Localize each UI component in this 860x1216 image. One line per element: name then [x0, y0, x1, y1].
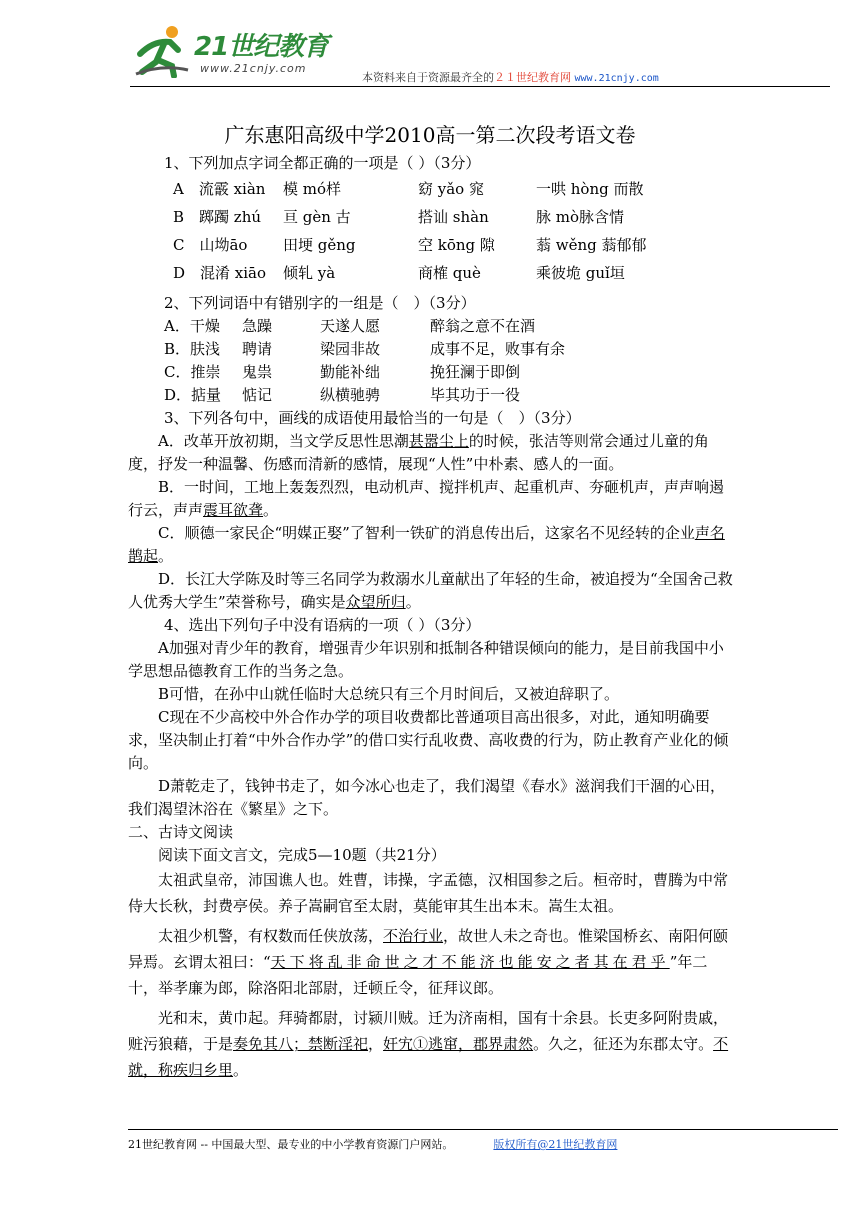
- option-item: C．推崇: [164, 363, 221, 381]
- option-item: 急躁: [242, 317, 273, 335]
- q3-option-b: B．一时间，工地上轰轰烈烈，电动机声、搅拌机声、起重机声、夯砸机声，声声响遏行云，声声震耳欲聋。: [128, 478, 725, 519]
- q4-option-b: B可惜，在孙中山就任临时大总统只有三个月时间后，又被迫辞职了。: [158, 685, 620, 703]
- underlined-phrase: 奏免其八；禁断淫祀: [233, 1035, 369, 1053]
- header-site-link[interactable]: ２１世纪教育网: [494, 71, 571, 84]
- option-item: 梁园非故: [320, 340, 381, 358]
- option-item: 田埂 gěng: [283, 236, 356, 254]
- underlined-sentence: 天下将乱非命世之才不能济也能安之者其在君乎: [270, 953, 670, 971]
- q1-option-a: [128, 175, 734, 203]
- logo-text: 21世纪教育: [194, 32, 329, 62]
- option-item: 空 kōng 隙: [418, 236, 495, 254]
- option-item: 脉 mò脉含情: [536, 208, 625, 226]
- option-item: 窈 yǎo 窕: [418, 180, 484, 198]
- passage-paragraph-2: 太祖少机警，有权数而任侠放荡，不治行业，故世人未之奇也。惟梁国桥玄、南阳何颐异焉。玄谓太祖曰：“天下将乱非命世之才不能济也能安之者其在君乎”年二十，举孝廉为郎，除洛阳北部尉，迁顿丘令，征拜议郎。: [128, 927, 729, 997]
- logo-url: www.21cnjy.com: [200, 62, 307, 75]
- option-item: 商榷 què: [418, 264, 481, 282]
- q4-option-a: A加强对青少年的教育，增强青少年识别和抵制各种错误倾向的能力，是目前我国中小学思想品德教育工作的当务之急。: [128, 639, 724, 680]
- header-divider: [130, 86, 830, 87]
- exam-body: [128, 152, 734, 1083]
- section-heading: 二、古诗文阅读: [128, 823, 234, 841]
- underlined-idiom: 震耳欲聋: [203, 501, 264, 519]
- passage-paragraph-1: 太祖武皇帝，沛国谯人也。姓曹，讳操，字孟德，汉相国参之后。桓帝时，曹腾为中常侍大长秋，封费亭侯。养子嵩嗣官至太尉，莫能审其生出本末。嵩生太祖。: [128, 871, 729, 915]
- option-item: D 混淆 xiāo: [173, 264, 267, 282]
- underlined-idiom: 众望所归: [345, 593, 406, 611]
- footer-divider: [128, 1129, 838, 1130]
- underlined-phrase: 奸宄①逃窜，郡界肃然: [383, 1035, 534, 1053]
- option-item: 搭讪 shàn: [418, 208, 489, 226]
- q2-option-a: [128, 315, 734, 338]
- q2-option-d: [128, 384, 734, 407]
- header-note-prefix: 本资料来自于资源最齐全的: [362, 71, 494, 84]
- option-item: 鬼祟: [242, 363, 273, 381]
- q1-option-d: [128, 259, 734, 287]
- option-item: 倾轧 yà: [283, 264, 336, 282]
- site-logo[interactable]: [130, 18, 340, 84]
- q1-option-b: [128, 203, 734, 231]
- exam-title: 广东惠阳高级中学2010高一第二次段考语文卷: [224, 123, 636, 147]
- page-footer: [128, 1136, 617, 1152]
- passage-intro: 阅读下面文言文，完成5—10题（共21分）: [158, 846, 446, 864]
- option-item: 惦记: [242, 386, 273, 404]
- option-item: 天遂人愿: [320, 317, 381, 335]
- underlined-idiom: 声名鹊起: [128, 524, 725, 565]
- q4-stem: 4、选出下列句子中没有语病的一项（ ）（3分）: [164, 616, 481, 634]
- q3-stem: 3、下列各句中，画线的成语使用最恰当的一句是（ ）（3分）: [164, 409, 581, 427]
- option-item: 勤能补绌: [320, 363, 381, 381]
- q3-option-c: C．顺德一家民企“明媒正娶”了智利一铁矿的消息传出后，这家名不见经转的企业声名鹊起。: [128, 524, 725, 565]
- passage-paragraph-3: 光和末，黄巾起。拜骑都尉，讨颍川贼。迁为济南相，国有十余县。长吏多阿附贵戚，赃污狼藉，于是奏免其八；禁断淫祀，奸宄①逃窜，郡界肃然。久之，征还为东郡太守。不就，称疾归乡里。: [128, 1009, 729, 1079]
- q3-option-a: A．改革开放初期，当文学反思性思潮甚嚣尘上的时候，张洁等则常会通过儿童的角度，抒发一种温馨、伤感而清新的感情，展现“人性”中朴素、感人的一面。: [128, 432, 709, 473]
- underlined-phrase: 不就，称疾归乡里: [128, 1035, 729, 1079]
- q3-option-d: D．长江大学陈及时等三名同学为救溺水儿童献出了年轻的生命，被追授为“全国舍己救人优秀大学生”荣誉称号，确实是众望所归。: [128, 570, 733, 611]
- option-item: B．肤浅: [164, 340, 221, 358]
- option-item: C 山坳āo: [173, 236, 248, 254]
- option-item: A．干燥: [164, 317, 220, 335]
- header-note: [362, 69, 659, 85]
- option-item: 纵横驰骋: [320, 386, 381, 404]
- option-item: 毕其功于一役: [430, 386, 521, 404]
- page-header: [130, 18, 830, 88]
- q2-option-b: [128, 338, 734, 361]
- underlined-phrase: 不治行业: [383, 927, 444, 945]
- option-item: 模 mó样: [283, 180, 342, 198]
- underlined-idiom: 甚嚣尘上: [408, 432, 469, 450]
- option-item: B 踯躅 zhú: [173, 208, 262, 226]
- option-item: 乘彼垝 guǐ垣: [536, 264, 625, 282]
- q1-stem: 1、下列加点字词全都正确的一项是（ ）（3分）: [164, 154, 481, 172]
- footer-text: 21世纪教育网 -- 中国最大型、最专业的中小学教育资源门户网站。: [128, 1138, 454, 1151]
- q2-stem: 2、下列词语中有错别字的一组是（ ）（3分）: [164, 294, 476, 312]
- option-item: 挽狂澜于即倒: [430, 363, 521, 381]
- option-item: 亘 gèn 古: [283, 208, 351, 226]
- option-item: 一哄 hòng 而散: [536, 180, 644, 198]
- copyright-link[interactable]: 版权所有@21世纪教育网: [493, 1138, 618, 1151]
- q4-option-d: D萧乾走了，钱钟书走了，如今冰心也走了，我们渴望《春水》滋润我们干涸的心田，我们渴望沐浴在《繁星》之下。: [128, 777, 726, 818]
- option-item: 蓊 wěng 蓊郁郁: [536, 236, 647, 254]
- running-figure-icon: [134, 24, 190, 78]
- option-item: 成事不足，败事有余: [430, 340, 566, 358]
- header-url-link[interactable]: www.21cnjy.com: [574, 73, 659, 84]
- q1-option-c: [128, 231, 734, 259]
- option-item: 醉翁之意不在酒: [430, 317, 536, 335]
- option-item: D．掂量: [164, 386, 222, 404]
- q2-option-c: [128, 361, 734, 384]
- option-item: A 流霰 xiàn: [173, 180, 266, 198]
- q4-option-c: C现在不少高校中外合作办学的项目收费都比普通项目高出很多，对此，通知明确要求，坚决制止打着“中外合作办学”的借口实行乱收费、高收费的行为，防止教育产业化的倾向。: [128, 708, 729, 772]
- option-item: 聘请: [242, 340, 273, 358]
